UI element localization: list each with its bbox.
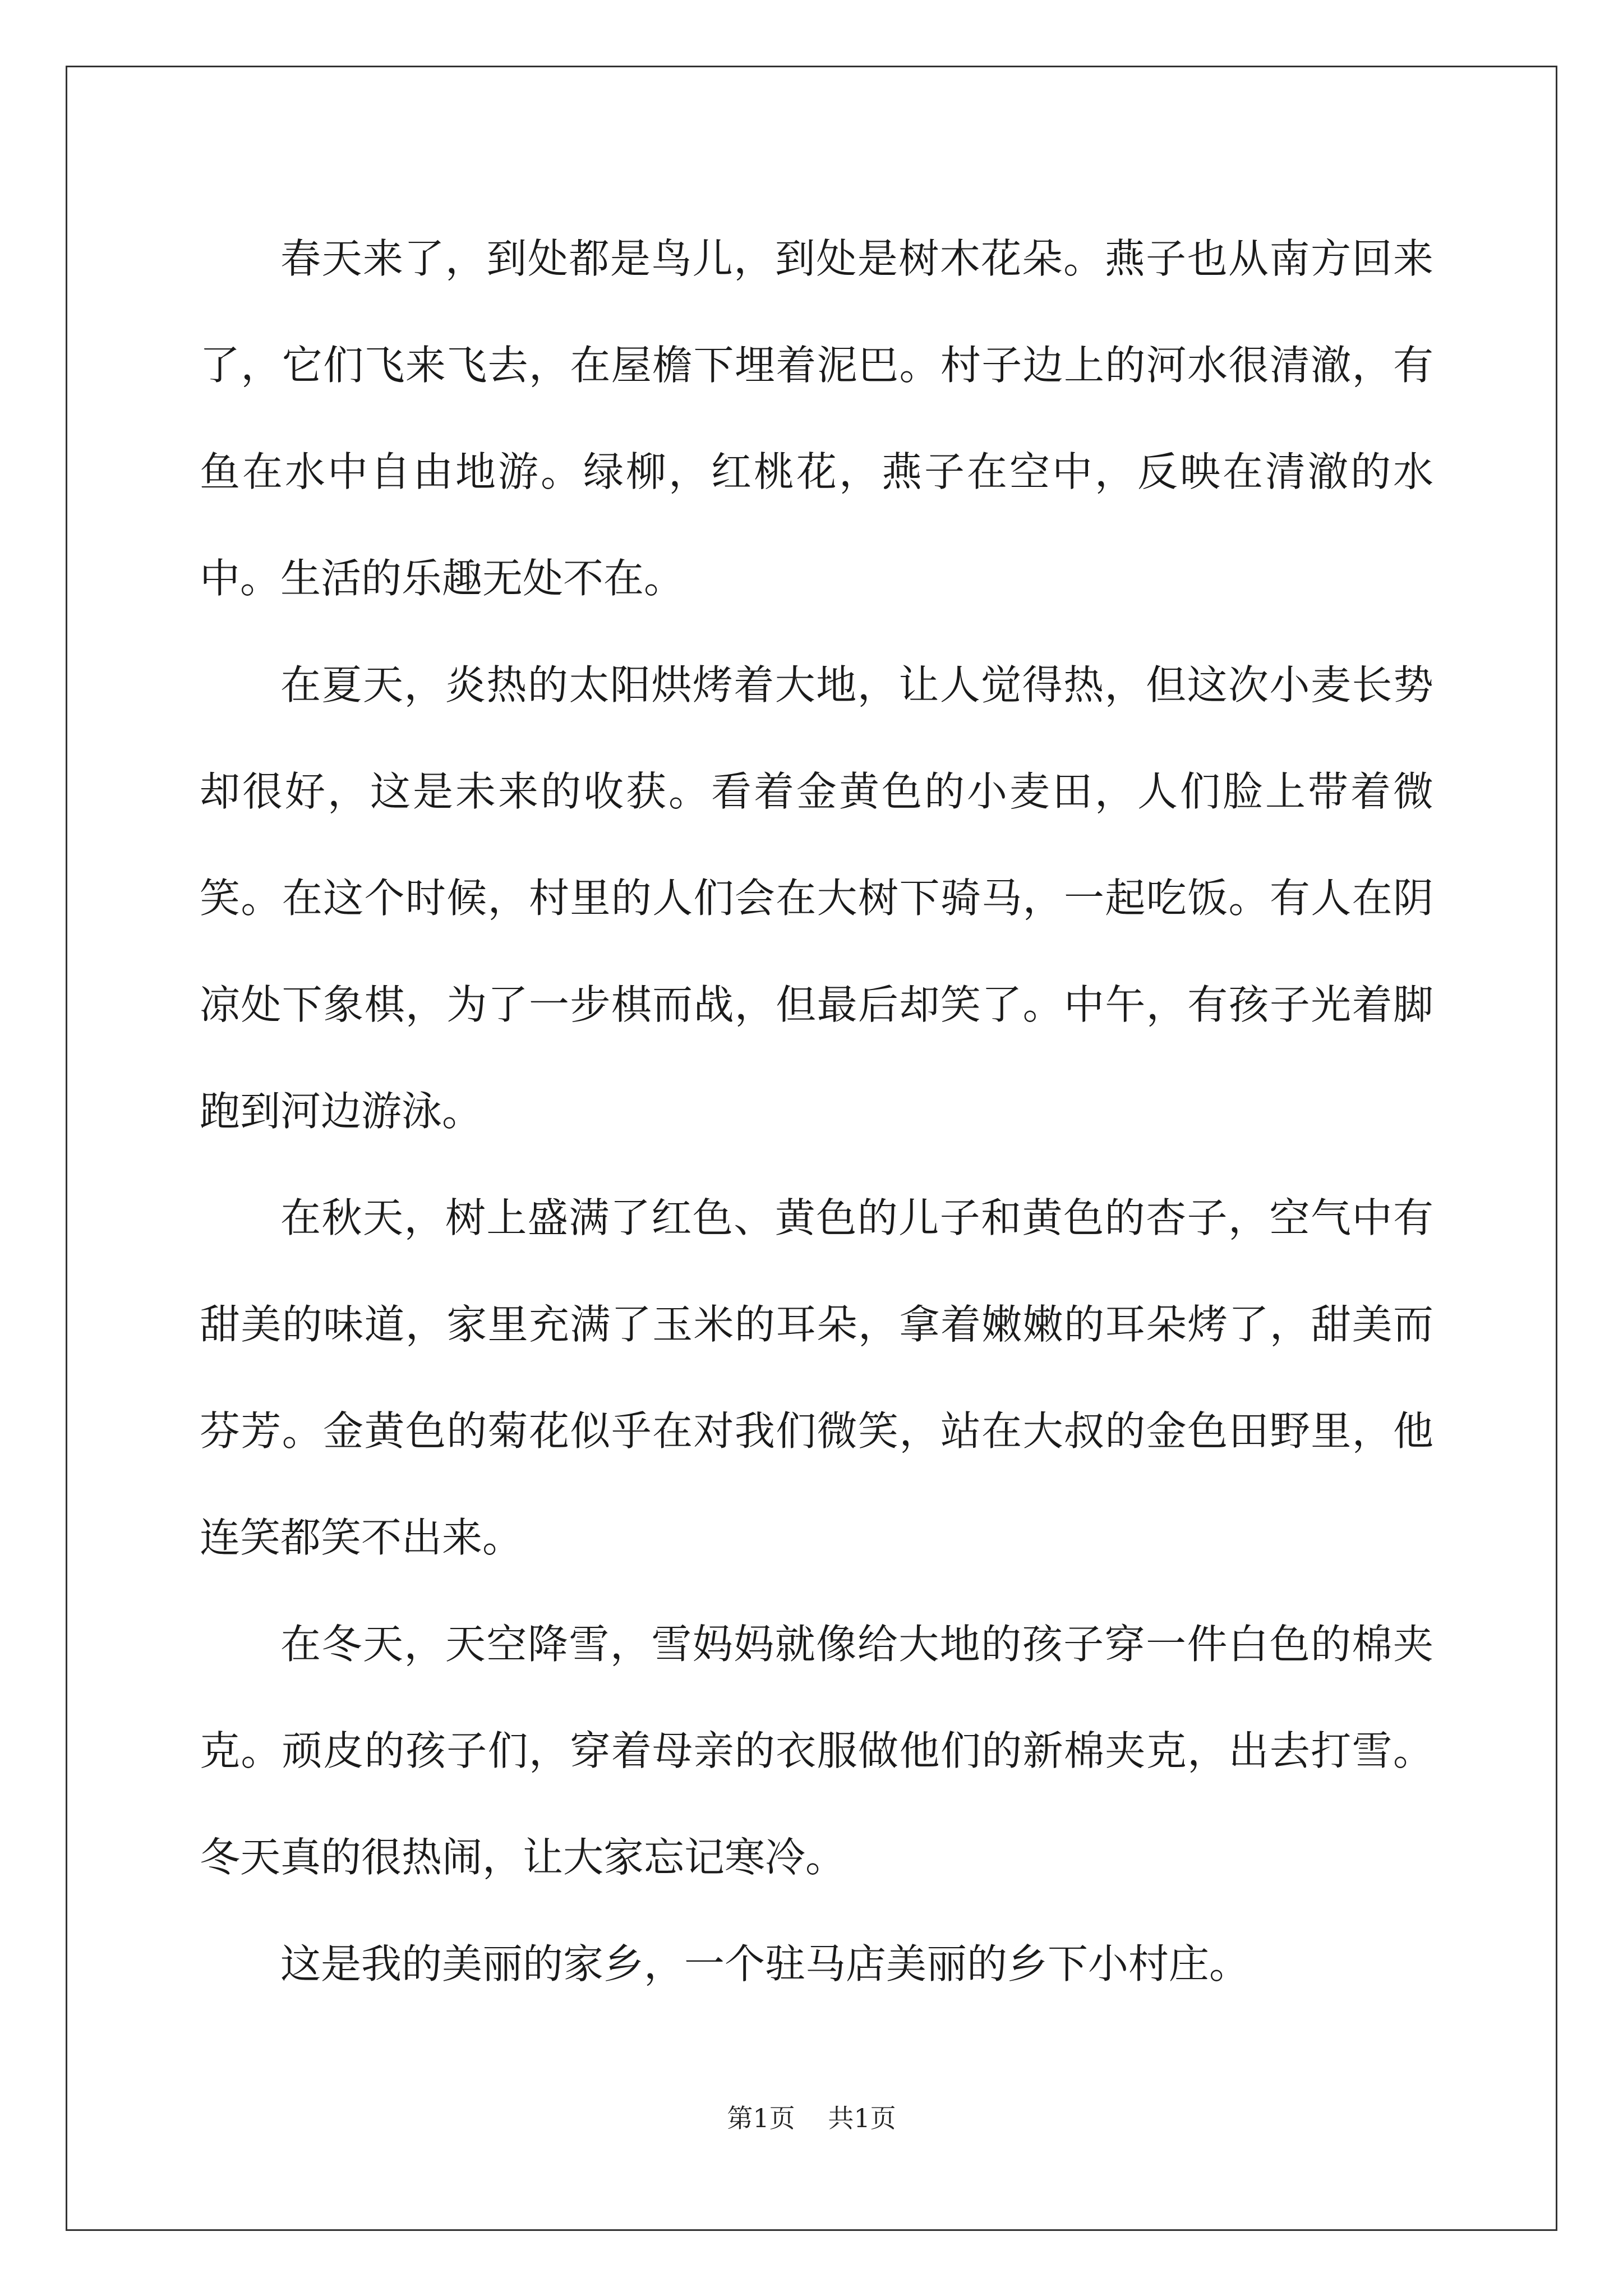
document-body bbox=[200, 205, 1433, 2017]
paragraph-conclusion: 这是我的美丽的家乡，一个驻马店美丽的乡下小村庄。 bbox=[280, 1940, 1250, 1987]
page-number-total: 共1页 bbox=[828, 2103, 896, 2133]
paragraph-autumn: 在秋天，树上盛满了红色、黄色的儿子和黄色的杏子，空气中有甜美的味道，家里充满了玉米的耳朵，拿着嫩嫩的耳朵烤了，甜美而芬芳。金黄色的菊花似乎在对我们微笑，站在大叔的金色田野里，他连笑都笑不出来。 bbox=[200, 1194, 1433, 1561]
page-footer bbox=[0, 2098, 1623, 2135]
paragraph-summer: 在夏天，炎热的太阳烘烤着大地，让人觉得热，但这次小麦长势却很好，这是未来的收获。看着金黄色的小麦田，人们脸上带着微笑。在这个时候，村里的人们会在大树下骑马，一起吃饭。有人在阴凉处下象棋，为了一步棋而战，但最后却笑了。中午，有孩子光着脚跑到河边游泳。 bbox=[200, 661, 1433, 1135]
page-number-current: 第1页 bbox=[727, 2103, 795, 2133]
paragraph-spring: 春天来了，到处都是鸟儿，到处是树木花朵。燕子也从南方回来了，它们飞来飞去，在屋檐下埋着泥巴。村子边上的河水很清澈，有鱼在水中自由地游。绿柳，红桃花，燕子在空中，反映在清澈的水中。生活的乐趣无处不在。 bbox=[200, 235, 1433, 602]
paragraph-winter: 在冬天，天空降雪，雪妈妈就像给大地的孩子穿一件白色的棉夹克。顽皮的孩子们，穿着母亲的衣服做他们的新棉夹克，出去打雪。冬天真的很热闹，让大家忘记寒冷。 bbox=[200, 1621, 1433, 1881]
